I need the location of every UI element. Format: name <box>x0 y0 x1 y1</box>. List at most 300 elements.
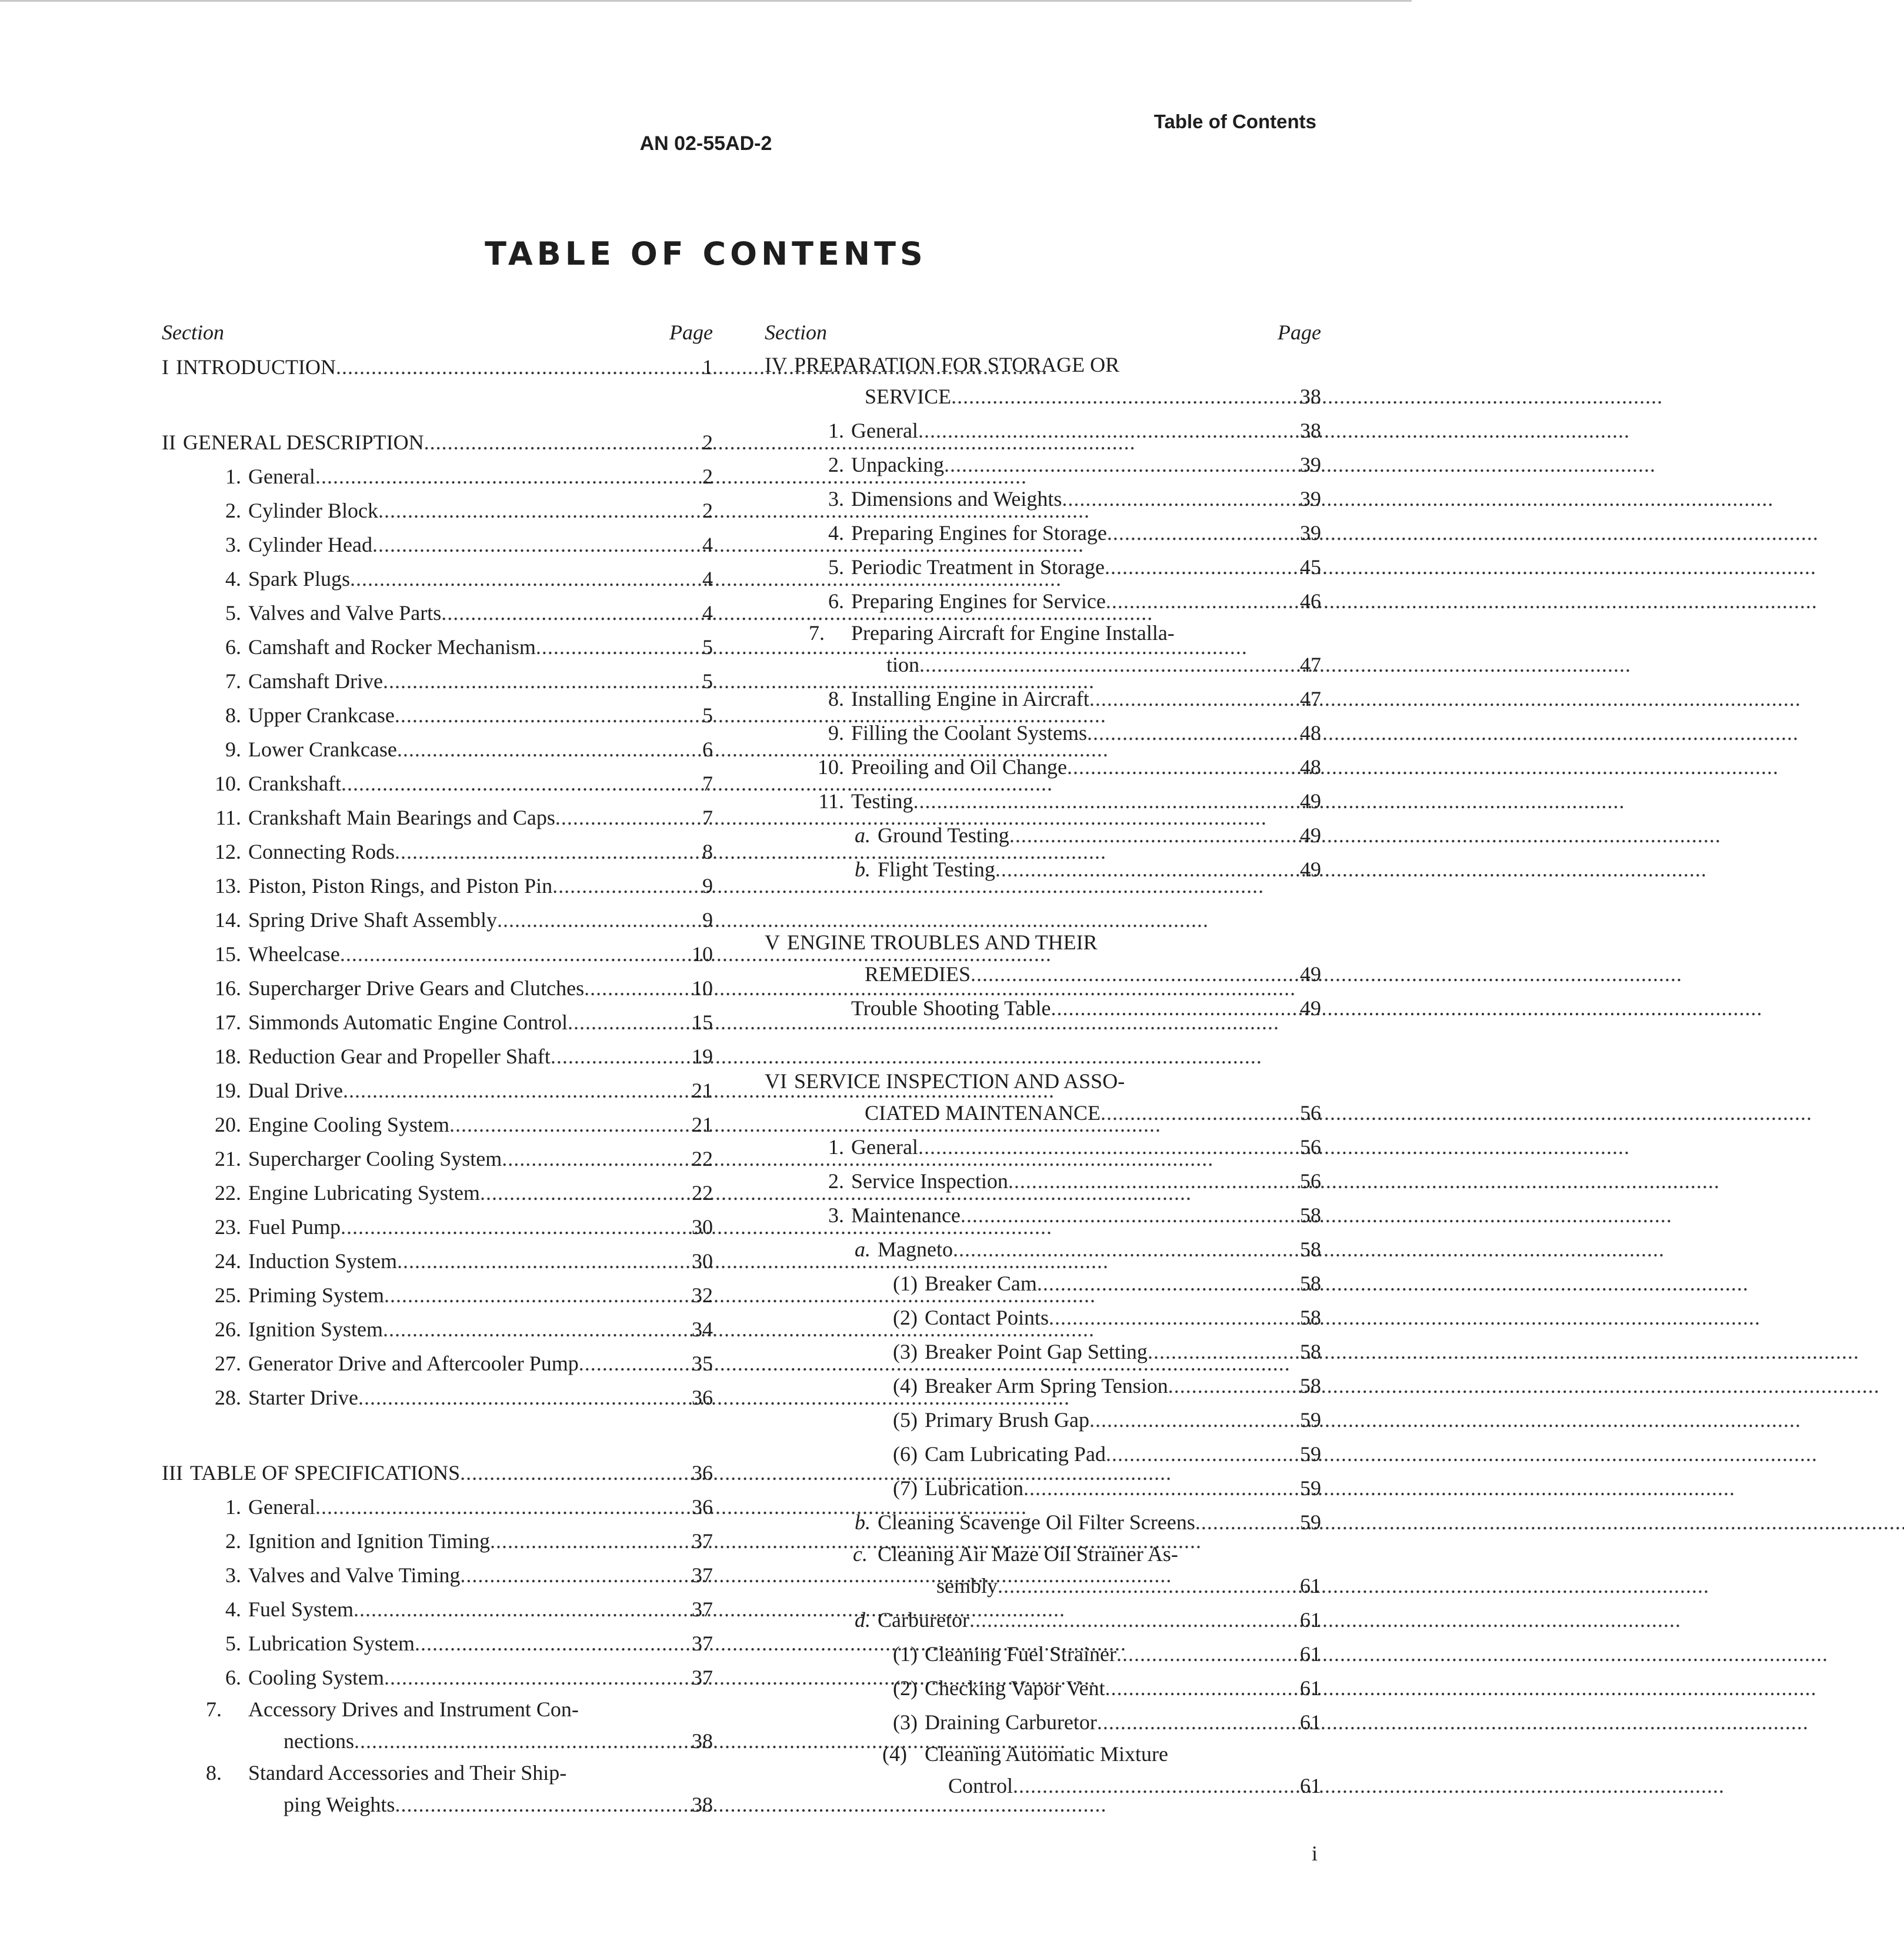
entry-number: 13. <box>215 874 241 898</box>
toc-entry <box>162 1312 713 1346</box>
leader-dots <box>1105 550 1268 584</box>
leader-dots <box>944 448 1268 482</box>
toc-entry <box>162 766 713 801</box>
entry-page: 59 <box>1300 1510 1321 1534</box>
entry-page: 45 <box>1300 555 1321 579</box>
entry-title: Dimensions and Weights <box>851 487 1062 511</box>
entry-page: 49 <box>1300 789 1321 813</box>
entry-title: Ground Testing <box>878 823 1009 847</box>
leader-dots <box>1148 1335 1268 1369</box>
entry-number: 8. <box>225 703 241 727</box>
entry-number: (3) <box>893 1710 918 1734</box>
entry-title: Simmonds Automatic Engine Control <box>248 1010 568 1034</box>
entry-number: 1. <box>828 419 844 442</box>
entry-page: 37 <box>692 1632 713 1655</box>
entry-title: Cam Lubricating Pad <box>925 1442 1106 1466</box>
entry-number: 4. <box>225 1598 241 1621</box>
toc-section-entry <box>765 1066 1321 1130</box>
entry-title: Valves and Valve Parts <box>248 601 442 625</box>
leader-dots <box>971 957 1268 991</box>
entry-number: 8. <box>828 687 844 711</box>
entry-page: 22 <box>692 1147 713 1170</box>
toc-entry <box>765 413 1321 448</box>
entry-title: Ignition System <box>248 1318 384 1341</box>
toc-entry <box>765 784 1321 818</box>
toc-entry <box>162 1346 713 1380</box>
entry-title: Draining Carburetor <box>925 1710 1097 1734</box>
entry-number: (6) <box>893 1442 918 1466</box>
entry-number: a. <box>855 1238 871 1261</box>
leader-dots <box>315 1490 660 1524</box>
entry-page: 10 <box>692 942 713 966</box>
section-label: Section <box>765 321 827 344</box>
entry-title: Supercharger Drive Gears and Clutches <box>248 976 585 1000</box>
entry-number: 2. <box>225 1529 241 1553</box>
leader-dots <box>1023 1471 1268 1505</box>
entry-number: 6. <box>828 589 844 613</box>
entry-number: 15. <box>215 942 241 966</box>
toc-entry <box>162 630 713 664</box>
entry-title: Magneto <box>878 1238 953 1261</box>
toc-entry <box>162 835 713 869</box>
entry-page: 4 <box>702 601 713 625</box>
toc-entry <box>162 1558 713 1592</box>
entry-number: 20. <box>215 1113 241 1136</box>
entry-title-continued: nections <box>284 1729 354 1753</box>
entry-number: 26. <box>215 1318 241 1341</box>
entry-title: General <box>248 465 315 488</box>
leader-dots <box>336 350 660 384</box>
entry-page: 49 <box>1300 858 1321 881</box>
entry-number: 6. <box>225 635 241 659</box>
leader-dots <box>354 1724 660 1758</box>
entry-number: 9. <box>828 721 844 745</box>
entry-number: b. <box>855 1510 871 1534</box>
entry-page: 5 <box>702 635 713 659</box>
toc-entry <box>162 1073 713 1108</box>
toc-entry <box>162 698 713 732</box>
toc-entry <box>765 1671 1321 1705</box>
entry-page: 39 <box>1300 453 1321 476</box>
entry-title: Camshaft Drive <box>248 669 383 693</box>
entry-page: 59 <box>1300 1442 1321 1466</box>
entry-title: Primary Brush Gap <box>925 1408 1089 1432</box>
leader-dots <box>913 784 1268 818</box>
entry-title: Filling the Coolant Systems <box>851 721 1088 745</box>
entry-title: Accessory Drives and Instrument Con- <box>248 1697 579 1721</box>
entry-title: Lower Crankcase <box>248 738 397 761</box>
column-header <box>162 315 713 350</box>
toc-entry <box>162 1592 713 1626</box>
toc-entry <box>162 1142 713 1176</box>
page-number: i <box>1311 1842 1318 1865</box>
entry-number: III <box>162 1461 183 1485</box>
toc-entry <box>162 1244 713 1278</box>
entry-number: 8. <box>206 1761 222 1785</box>
entry-page: 56 <box>1300 1169 1321 1193</box>
entry-title: Engine Lubricating System <box>248 1181 480 1205</box>
toc-entry <box>765 716 1321 750</box>
entry-title: Upper Crankcase <box>248 703 395 727</box>
entry-number: 22. <box>215 1181 241 1205</box>
entry-page: 21 <box>692 1113 713 1136</box>
leader-dots <box>502 1142 660 1176</box>
toc-entry <box>162 1005 713 1039</box>
entry-title: Testing <box>851 789 913 813</box>
entry-page: 38 <box>692 1793 713 1816</box>
entry-title-continued: REMEDIES <box>865 962 971 986</box>
entry-number: 2. <box>225 499 241 522</box>
toc-entry <box>765 1335 1321 1369</box>
toc-entry <box>162 664 713 698</box>
entry-number: (4) <box>882 1742 907 1766</box>
toc-entry <box>162 1626 713 1660</box>
entry-title-continued: Control <box>948 1774 1013 1797</box>
leader-dots <box>395 1787 660 1822</box>
entry-number: 5. <box>225 601 241 625</box>
leader-dots <box>1097 1705 1268 1739</box>
entry-page: 61 <box>1300 1774 1321 1797</box>
leader-dots <box>1089 682 1268 716</box>
entry-title: Periodic Treatment in Storage <box>851 555 1105 579</box>
entry-number: 19. <box>215 1079 241 1102</box>
entry-page: 15 <box>692 1010 713 1034</box>
toc-section-entry <box>765 350 1321 413</box>
entry-title: INTRODUCTION <box>176 355 336 379</box>
top-border-line <box>0 0 1412 2</box>
entry-number: 9. <box>225 738 241 761</box>
leader-dots <box>961 1198 1268 1232</box>
entry-title: Unpacking <box>851 453 944 476</box>
entry-title: Lubrication System <box>248 1632 415 1655</box>
toc-entry <box>765 1130 1321 1164</box>
entry-number: 7. <box>809 621 825 645</box>
entry-page: 37 <box>692 1563 713 1587</box>
entry-title: Installing Engine in Aircraft <box>851 687 1089 711</box>
toc-entry <box>765 516 1321 550</box>
entry-number: 16. <box>215 976 241 1000</box>
entry-number: 5. <box>225 1632 241 1655</box>
entry-title: Cylinder Head <box>248 533 372 556</box>
toc-entry <box>765 550 1321 584</box>
entry-number: 4. <box>828 521 844 545</box>
entry-title: General <box>248 1495 315 1519</box>
entry-title: Trouble Shooting Table <box>851 996 1051 1020</box>
entry-page: 39 <box>1300 487 1321 511</box>
entry-title: Preoiling and Oil Change <box>851 755 1067 779</box>
entry-page: 49 <box>1300 962 1321 986</box>
toc-entry <box>162 1210 713 1244</box>
entry-title: Dual Drive <box>248 1079 343 1102</box>
entry-number: 2. <box>828 453 844 476</box>
leader-dots <box>415 1626 660 1660</box>
entry-number: 3. <box>225 1563 241 1587</box>
entry-title: Cleaning Scavenge Oil Filter Screens <box>878 1510 1195 1534</box>
entry-page: 46 <box>1300 589 1321 613</box>
entry-number: d. <box>855 1608 871 1632</box>
leader-dots <box>341 1210 660 1244</box>
leader-dots <box>383 1312 660 1346</box>
leader-dots <box>568 1005 660 1039</box>
entry-title: Spark Plugs <box>248 567 351 591</box>
entry-number: (7) <box>893 1476 918 1500</box>
entry-number: (1) <box>893 1642 918 1666</box>
leader-dots <box>1049 1300 1268 1335</box>
entry-title: Crankshaft Main Bearings and Caps <box>248 806 555 829</box>
leader-dots <box>383 664 660 698</box>
entry-title: Wheelcase <box>248 942 340 966</box>
toc-entry <box>765 1603 1321 1637</box>
entry-title: Maintenance <box>851 1203 961 1227</box>
entry-title: Service Inspection <box>851 1169 1008 1193</box>
leader-dots <box>384 1660 660 1695</box>
entry-page: 2 <box>702 465 713 488</box>
toc-entry <box>765 750 1321 784</box>
entry-page: 58 <box>1300 1203 1321 1227</box>
entry-page: 37 <box>692 1598 713 1621</box>
leader-dots <box>1062 482 1268 516</box>
leader-dots <box>497 903 660 937</box>
leader-dots <box>1101 1096 1268 1130</box>
toc-entry <box>162 1380 713 1415</box>
entry-page: 61 <box>1300 1676 1321 1700</box>
entry-title: Fuel System <box>248 1598 354 1621</box>
entry-number: 27. <box>215 1352 241 1375</box>
leader-dots <box>918 1130 1268 1164</box>
toc-entry <box>162 903 713 937</box>
toc-entry <box>162 1278 713 1312</box>
leader-dots <box>315 459 660 493</box>
leader-dots <box>918 413 1268 448</box>
toc-entry <box>162 562 713 596</box>
entry-page: 58 <box>1300 1340 1321 1363</box>
entry-page: 6 <box>702 738 713 761</box>
toc-entry <box>765 1232 1321 1266</box>
entry-number: (2) <box>893 1676 918 1700</box>
entry-page: 61 <box>1300 1608 1321 1632</box>
entry-title: Reduction Gear and Propeller Shaft <box>248 1045 551 1068</box>
entry-title: Carburetor <box>878 1608 969 1632</box>
toc-entry <box>765 448 1321 482</box>
entry-page: 7 <box>702 772 713 795</box>
leader-dots <box>341 766 660 801</box>
leader-dots <box>1107 516 1268 550</box>
toc-section-entry <box>765 928 1321 991</box>
leader-dots <box>343 1073 660 1108</box>
toc-entry <box>162 596 713 630</box>
entry-title: Priming System <box>248 1283 385 1307</box>
entry-number: c. <box>853 1542 868 1566</box>
toc-entry <box>162 971 713 1005</box>
toc-entry <box>162 937 713 971</box>
entry-title: Flight Testing <box>878 858 995 881</box>
entry-title: Engine Cooling System <box>248 1113 449 1136</box>
entry-title: General <box>851 1135 918 1159</box>
leader-dots <box>395 835 660 869</box>
leader-dots <box>424 425 660 459</box>
toc-entry <box>162 732 713 766</box>
toc-entry <box>765 1539 1321 1603</box>
entry-page: 36 <box>692 1461 713 1485</box>
entry-page: 47 <box>1300 687 1321 711</box>
entry-title: Preparing Engines for Service <box>851 589 1106 613</box>
entry-title: Checking Vapor Vent <box>925 1676 1105 1700</box>
entry-number: 18. <box>215 1045 241 1068</box>
leader-dots <box>358 1380 660 1415</box>
entry-page: 4 <box>702 533 713 556</box>
entry-number: 2. <box>828 1169 844 1193</box>
entry-page: 8 <box>702 840 713 863</box>
entry-page: 49 <box>1300 996 1321 1020</box>
entry-title: Starter Drive <box>248 1386 358 1409</box>
toc-column-left <box>162 315 713 1822</box>
toc-entry <box>765 682 1321 716</box>
entry-number: (4) <box>893 1374 918 1398</box>
entry-title: Standard Accessories and Their Ship- <box>248 1761 567 1785</box>
entry-page: 38 <box>1300 419 1321 442</box>
entry-number: 14. <box>215 908 241 932</box>
leader-dots <box>340 937 660 971</box>
toc-entry <box>765 991 1321 1025</box>
entry-page: 48 <box>1300 755 1321 779</box>
entry-title: Cleaning Fuel Strainer <box>925 1642 1116 1666</box>
leader-dots <box>1106 584 1268 618</box>
toc-entries-right <box>765 350 1321 1803</box>
toc-section-entry <box>162 350 713 384</box>
leader-dots <box>1168 1369 1268 1403</box>
toc-entry <box>162 493 713 528</box>
entry-page: 58 <box>1300 1238 1321 1261</box>
entry-page: 5 <box>702 703 713 727</box>
entry-number: 3. <box>828 1203 844 1227</box>
entry-number: I <box>162 355 169 379</box>
leader-dots <box>350 562 660 596</box>
leader-dots <box>1009 818 1268 852</box>
entry-title: Breaker Cam <box>925 1272 1037 1295</box>
leader-dots <box>372 528 660 562</box>
entry-number: 11. <box>818 789 844 813</box>
leader-dots <box>919 648 1268 682</box>
entry-number: 10. <box>818 755 844 779</box>
entry-title: Generator Drive and Aftercooler Pump <box>248 1352 579 1375</box>
toc-entry <box>162 1490 713 1524</box>
entry-title: Lubrication <box>925 1476 1023 1500</box>
page-title: TABLE OF CONTENTS <box>485 235 927 272</box>
entry-number: 5. <box>828 555 844 579</box>
toc-entry <box>765 1164 1321 1198</box>
leader-dots <box>384 1278 660 1312</box>
leader-dots <box>1195 1505 1268 1539</box>
entry-page: 32 <box>692 1283 713 1307</box>
toc-entry <box>765 584 1321 618</box>
toc-entries-left <box>162 350 713 1822</box>
entry-number: a. <box>855 823 871 847</box>
entry-number: 1. <box>225 465 241 488</box>
toc-entry <box>162 801 713 835</box>
leader-dots <box>1116 1637 1268 1671</box>
leader-dots <box>441 596 660 630</box>
entry-page: 58 <box>1300 1306 1321 1329</box>
entry-page: 10 <box>692 976 713 1000</box>
entry-number: 28. <box>215 1386 241 1409</box>
leader-dots <box>551 1039 660 1073</box>
entry-page: 61 <box>1300 1574 1321 1598</box>
entry-page: 19 <box>692 1045 713 1068</box>
entry-title: GENERAL DESCRIPTION <box>182 431 424 454</box>
leader-dots <box>354 1592 660 1626</box>
entry-title: SERVICE INSPECTION AND ASSO- <box>794 1069 1125 1093</box>
leader-dots <box>969 1603 1268 1637</box>
entry-title: ENGINE TROUBLES AND THEIR <box>787 931 1098 954</box>
leader-dots <box>536 630 660 664</box>
entry-number: 1. <box>225 1495 241 1519</box>
leader-dots <box>1087 716 1268 750</box>
leader-dots <box>1051 991 1268 1025</box>
entry-title: PREPARATION FOR STORAGE OR <box>794 353 1120 376</box>
toc-entry <box>162 1039 713 1073</box>
entry-title: Fuel Pump <box>248 1215 341 1239</box>
leader-dots <box>378 493 660 528</box>
toc-entry <box>765 1705 1321 1739</box>
entry-number: (1) <box>893 1272 918 1295</box>
entry-page: 38 <box>692 1729 713 1753</box>
entry-page: 1 <box>702 355 713 379</box>
toc-entry <box>162 1695 713 1758</box>
entry-number: IV <box>765 353 787 376</box>
entry-page: 37 <box>692 1529 713 1553</box>
leader-dots <box>395 698 660 732</box>
leader-dots <box>1067 750 1268 784</box>
entry-page: 37 <box>692 1666 713 1689</box>
entry-number: 7. <box>206 1697 222 1721</box>
entry-number: 3. <box>225 533 241 556</box>
page-label: Page <box>1278 321 1321 344</box>
entry-page: 59 <box>1300 1476 1321 1500</box>
entry-page: 47 <box>1300 653 1321 676</box>
entry-title-continued: CIATED MAINTENANCE <box>865 1101 1101 1125</box>
entry-title: Breaker Arm Spring Tension <box>925 1374 1168 1398</box>
entry-number: 17. <box>215 1010 241 1034</box>
entry-number: 25. <box>215 1283 241 1307</box>
column-header <box>765 315 1321 350</box>
entry-title: General <box>851 419 918 442</box>
entry-number: b. <box>855 858 871 881</box>
entry-page: 61 <box>1300 1642 1321 1666</box>
leader-dots <box>552 869 660 903</box>
entry-title: Preparing Engines for Storage <box>851 521 1107 545</box>
leader-dots <box>584 971 660 1005</box>
entry-page: 56 <box>1300 1101 1321 1125</box>
entry-title: Breaker Point Gap Setting <box>925 1340 1148 1363</box>
entry-page: 7 <box>702 806 713 829</box>
entry-number: 11. <box>215 806 241 829</box>
entry-page: 30 <box>692 1249 713 1273</box>
toc-entry <box>765 1300 1321 1335</box>
entry-title: Cooling System <box>248 1666 385 1689</box>
entry-page: 21 <box>692 1079 713 1102</box>
entry-title: Spring Drive Shaft Assembly <box>248 908 497 932</box>
entry-title: Contact Points <box>925 1306 1049 1329</box>
toc-entry <box>765 1637 1321 1671</box>
entry-page: 4 <box>702 567 713 591</box>
toc-entry <box>765 618 1321 682</box>
entry-number: VI <box>765 1069 787 1093</box>
entry-page: 9 <box>702 874 713 898</box>
toc-entry <box>162 459 713 493</box>
entry-page: 2 <box>702 431 713 454</box>
toc-entry <box>765 1739 1321 1803</box>
entry-title: Cleaning Automatic Mixture <box>925 1742 1168 1766</box>
